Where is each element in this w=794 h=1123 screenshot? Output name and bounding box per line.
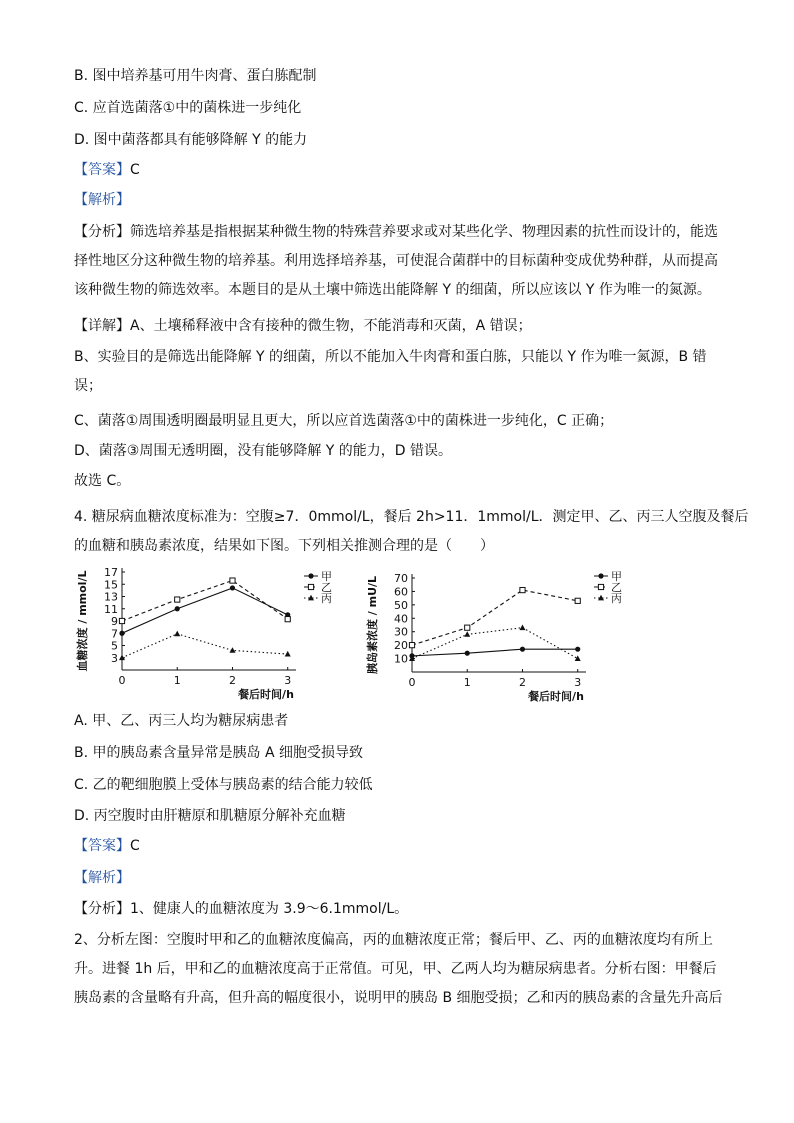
- q4-stem-line: 的血糖和胰岛素浓度，结果如下图。下列相关推测合理的是（ ）: [74, 538, 494, 554]
- q4-stem-line: 4. 糖尿病血糖浓度标准为：空腹≥7．0mmol/L，餐后 2h>11．1mmol/L．测定甲、乙、丙三人空腹及餐后: [74, 509, 749, 525]
- legend-label: 甲: [321, 570, 332, 583]
- y-axis-label: 胰岛素浓度 / mU/L: [366, 575, 379, 675]
- data-point-乙: [175, 597, 180, 602]
- q4-answer: [74, 836, 140, 856]
- series-line-乙: [412, 590, 578, 645]
- answer-tag: 【答案】: [74, 162, 130, 178]
- q3-fenxi-line: 该种微生物的筛选效率。本题目的是从土壤中筛选出能降解 Y 的细菌，所以应该以 Y 作为唯一的氮源。: [74, 282, 711, 298]
- q3-option-d: D. 图中菌落都具有能够降解 Y 的能力: [74, 132, 308, 148]
- y-tick-label: 5: [111, 639, 118, 653]
- answer-value: C: [130, 162, 140, 178]
- legend-label: 甲: [611, 570, 622, 583]
- data-point-丙: [285, 651, 291, 657]
- y-tick-label: 50: [394, 598, 408, 612]
- x-tick-label: 2: [228, 674, 236, 687]
- y-tick-label: 10: [394, 652, 408, 666]
- y-tick-label: 40: [394, 612, 408, 626]
- series-line-乙: [122, 581, 288, 621]
- q3-fenxi-line: 【分析】筛选培养基是指根据某种微生物的特殊营养要求或对某些化学、物理因素的抗性而设计的，能选: [74, 224, 718, 240]
- q4-option-b: B. 甲的胰岛素含量异常是胰岛 A 细胞受损导致: [74, 745, 363, 761]
- data-point-甲: [465, 651, 470, 656]
- x-axis-label: 餐后时间/h: [238, 688, 294, 701]
- x-tick-label: 3: [574, 676, 582, 689]
- q4-fenxi-2-line: 升。进餐 1h 后，甲和乙的血糖浓度高于正常值。可见，甲、乙两人均为糖尿病患者。分析右图：甲餐后: [74, 961, 717, 977]
- q3-answer: [74, 160, 140, 180]
- data-point-丙: [519, 624, 525, 630]
- q3-fenxi: [74, 218, 720, 305]
- x-tick-label: 3: [284, 674, 292, 687]
- q4-fenxi-1: 【分析】1、健康人的血糖浓度为 3.9～6.1mmol/L。: [74, 901, 409, 917]
- q3-xiangjie-c: C、菌落①周围透明圈最明显且更大，所以应首选菌落①中的菌株进一步纯化，C 正确；: [74, 413, 614, 429]
- legend-marker: [598, 584, 603, 589]
- data-point-乙: [520, 587, 525, 592]
- q4-stem: [74, 503, 749, 561]
- x-tick-label: 1: [173, 674, 181, 687]
- x-tick-label: 2: [518, 676, 526, 689]
- q4-fenxi-2: [74, 926, 723, 1013]
- q4-fenxi-2-line: 2、分析左图：空腹时甲和乙的血糖浓度偏高，丙的血糖浓度正常；餐后甲、乙、丙的血糖浓度均有所上: [74, 932, 713, 948]
- q3-xiangjie-b-line: 误；: [74, 378, 102, 394]
- data-point-甲: [175, 606, 180, 611]
- q3-analysis-tag: 【解析】: [74, 192, 130, 208]
- data-point-丙: [174, 631, 180, 637]
- data-point-甲: [230, 585, 235, 590]
- legend-label: 乙: [611, 581, 622, 594]
- data-point-乙: [465, 625, 470, 630]
- legend-label: 丙: [611, 592, 622, 605]
- q4-option-c: C. 乙的靶细胞膜上受体与胰岛素的结合能力较低: [74, 777, 373, 793]
- blood-glucose-chart: [70, 562, 340, 707]
- data-point-乙: [285, 617, 290, 622]
- q3-option-c: C. 应首选菌落①中的菌株进一步纯化: [74, 100, 302, 116]
- data-point-乙: [409, 643, 414, 648]
- y-tick-label: 13: [104, 590, 118, 604]
- y-tick-label: 7: [111, 627, 118, 641]
- data-point-乙: [119, 618, 124, 623]
- y-tick-label: 11: [104, 602, 118, 616]
- q3-xiangjie-d: D、菌落③周围无透明圈，没有能够降解 Y 的能力，D 错误。: [74, 443, 453, 459]
- x-tick-label: 0: [408, 676, 416, 689]
- series-line-甲: [412, 649, 578, 656]
- q3-fenxi-line: 择性地区分这种微生物的培养基。利用选择培养基，可使混合菌群中的目标菌种变成优势种群，从而提高: [74, 253, 718, 269]
- y-tick-label: 30: [394, 625, 408, 639]
- insulin-chart: [360, 568, 630, 708]
- series-line-甲: [122, 588, 288, 633]
- q3-conclusion: 故选 C。: [74, 473, 131, 489]
- data-point-乙: [575, 598, 580, 603]
- y-axis-label: 血糖浓度 / mmol/L: [76, 570, 89, 672]
- data-point-甲: [575, 647, 580, 652]
- x-tick-label: 1: [463, 676, 471, 689]
- series-line-丙: [122, 634, 288, 658]
- q3-option-b: B. 图中培养基可用牛肉膏、蛋白胨配制: [74, 68, 317, 84]
- answer-value: C: [130, 838, 140, 854]
- q4-option-d: D. 丙空腹时由肝糖原和肌糖原分解补充血糖: [74, 808, 346, 824]
- y-tick-label: 3: [111, 651, 118, 665]
- legend-label: 乙: [321, 581, 332, 594]
- data-point-乙: [230, 578, 235, 583]
- y-tick-label: 70: [394, 572, 408, 585]
- q4-analysis-tag: 【解析】: [74, 870, 130, 886]
- x-tick-label: 0: [118, 674, 126, 687]
- q3-xiangjie-b-line: B、实验目的是筛选出能降解 Y 的细菌，所以不能加入牛肉膏和蛋白胨，只能以 Y 作为唯一氮源，B 错: [74, 349, 707, 365]
- data-point-丙: [229, 647, 235, 653]
- legend-marker: [308, 584, 313, 589]
- y-tick-label: 15: [104, 578, 118, 592]
- data-point-甲: [119, 631, 124, 636]
- series-line-丙: [412, 628, 578, 659]
- y-tick-label: 60: [394, 585, 408, 599]
- y-tick-label: 20: [394, 639, 408, 653]
- y-tick-label: 9: [111, 615, 118, 628]
- data-point-丙: [575, 655, 581, 661]
- q4-option-a: A. 甲、乙、丙三人均为糖尿病患者: [74, 713, 289, 729]
- data-point-丙: [464, 631, 470, 637]
- data-point-甲: [520, 647, 525, 652]
- legend-label: 丙: [321, 592, 332, 605]
- q3-xiangjie-b: [74, 343, 720, 401]
- answer-tag: 【答案】: [74, 838, 130, 854]
- q3-xiangjie-a: 【详解】A、土壤稀释液中含有接种的微生物，不能消毒和灭菌，A 错误；: [74, 318, 532, 334]
- legend-marker: [598, 573, 603, 578]
- legend-marker: [308, 573, 313, 578]
- q4-fenxi-2-line: 胰岛素的含量略有升高，但升高的幅度很小，说明甲的胰岛 B 细胞受损；乙和丙的胰岛素的含量先升高后: [74, 990, 723, 1006]
- y-tick-label: 17: [104, 566, 118, 579]
- x-axis-label: 餐后时间/h: [528, 690, 584, 703]
